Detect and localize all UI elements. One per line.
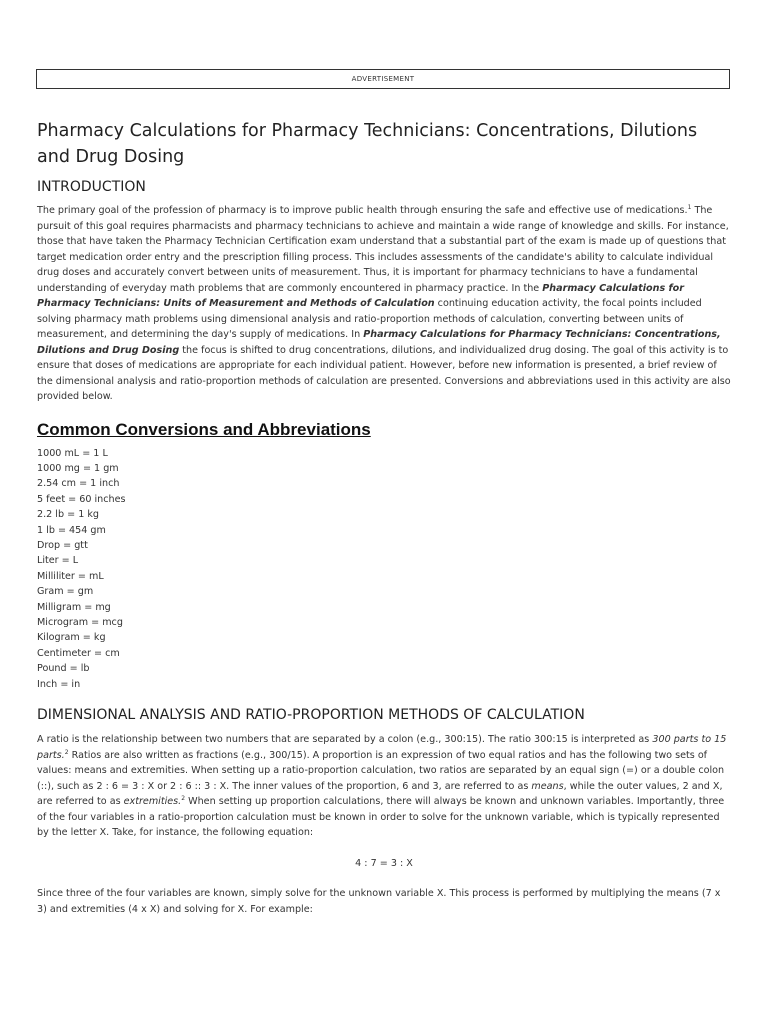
conversion-item: 5 feet = 60 inches [37,493,126,505]
conversion-item: Microgram = mcg [37,616,123,628]
conversion-item: 2.54 cm = 1 inch [37,478,120,490]
conversion-item: Pound = lb [37,663,90,675]
introduction-heading: INTRODUCTION [37,179,146,195]
conversion-item: Gram = gm [37,586,94,598]
example-equation: 4 : 7 = 3 : X [355,857,413,869]
article-content [37,118,731,917]
conversions-list [37,446,731,693]
conversion-item: Milliliter = mL [37,570,104,582]
article-title: Pharmacy Calculations for Pharmacy Technicians: Concentrations, Dilutions and Drug Dosing [37,121,698,167]
introduction-paragraph [37,203,731,405]
advertisement-banner[interactable] [36,69,730,89]
advertisement-label: ADVERTISEMENT [351,75,415,83]
conversion-item: Inch = in [37,678,81,690]
ratio-text-1: A ratio is the relationship between two numbers that are separated by a colon (e.g., 300:15). The ratio 300:15 is interpreted as [37,734,653,745]
conversion-item: Centimeter = cm [37,647,120,659]
ratio-text-3: , while the outer values, 2 and X, are referred to as [37,780,723,807]
conversions-heading: Common Conversions and Abbreviations [37,419,371,439]
solve-paragraph: Since three of the four variables are known, simply solve for the unknown variable X. This process is performed by multiplying the means (7 x 3) and extremities (4 x X) and solving for X. For example: [37,888,721,915]
activity-title-concentrations: Pharmacy Calculations for Pharmacy Technicians: Concentrations, Dilutions and Drug Dosing [37,329,721,356]
ratio-text-4: When setting up proportion calculations, there will always be known and unknown variables. Importantly, three of the four variables in a ratio-proportion calculation must be known in order to solve for the unknown variable, which is typically represented by the letter X. Take, for instance, the following equation: [37,796,725,838]
intro-text-3: continuing education activity, the focal points included solving pharmacy math problems using dimensional analysis and ratio-proportion methods of calculation, converting between units of measurement, and determining the day's supply of medications. In [37,298,702,340]
means-term: means [531,780,564,792]
ratio-text-2: Ratios are also written as fractions (e.g., 300/15). A proportion is an expression of two equal ratios and has the following two sets of values: means and extremities. When setting up a ratio-proportion calculation, two ratios are separated by an equal sign (=) or a double colon (::), such as 2 : 6 = 3 : X or 2 : 6 :: 3 : X. The inner values of the proportion, 6 and 3, are referred to as [37,749,725,792]
dimensional-analysis-heading: DIMENSIONAL ANALYSIS AND RATIO-PROPORTION METHODS OF CALCULATION [37,707,585,723]
conversion-item: 1000 mg = 1 gm [37,462,119,474]
extremities-term: extremities. [123,796,182,807]
intro-text-4: the focus is shifted to drug concentrations, dilutions, and individualized drug dosing. The goal of this activity is to ensure that doses of medications are appropriate for each individual patient. However, before new information is presented, a brief review of the dimensional analysis and ratio-proportion methods of calculation are presented. Conversions and abbreviations used in this activity are also provided below. [37,344,731,402]
conversion-item: Kilogram = kg [37,632,106,644]
intro-text-1: The primary goal of the profession of pharmacy is to improve public health through ensuring the safe and effective use of medications. [37,205,688,216]
conversion-item: 2.2 lb = 1 kg [37,509,99,521]
conversion-item: Milligram = mg [37,601,111,613]
conversion-item: 1 lb = 454 gm [37,524,106,536]
conversion-item: 1000 mL = 1 L [37,447,108,459]
ratio-parts-italic: 300 parts to 15 parts. [37,734,727,761]
citation-1: 1 [687,203,692,211]
intro-text-2: The pursuit of this goal requires pharmacists and pharmacy technicians to achieve and maintain a wide range of knowledge and skills. For instance, those that have taken the Pharmacy Technician Certification exam understand that a substantial part of the exam is made up of questions that target medication order entry and the prescription filling process. This includes assessments of the candidate's ability to calculate individual drug doses and accurately convert between units of measurement. Thus, it is important for pharmacy technicians to have a fundamental understanding of everyday math problems that are commonly encountered in pharmacy practice. In the [37,205,729,294]
conversion-item: Drop = gtt [37,539,88,551]
citation-2: 2 [64,748,69,756]
conversion-item: Liter = L [37,555,79,567]
ratio-paragraph [37,732,731,841]
activity-title-units: Pharmacy Calculations for Pharmacy Technicians: Units of Measurement and Methods of Calculation [37,282,684,309]
citation-2b: 2 [181,794,186,802]
